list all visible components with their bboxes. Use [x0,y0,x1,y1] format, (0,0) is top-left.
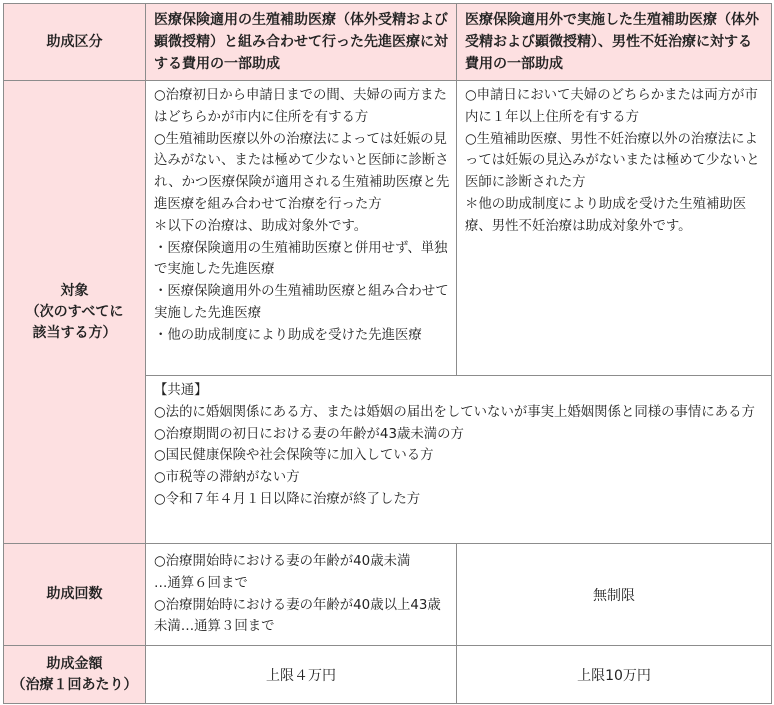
eligibility-label [4,81,146,544]
common-item: ○市税等の滞納がない方 [154,470,300,486]
eligibility-label-line: （次のすべてに [25,303,124,320]
category-header: 助成区分 [4,4,146,81]
eligibility-label-line: 対象 [60,282,89,299]
amount-col1: 上限４万円 [146,646,457,704]
col2-header: 医療保険適用外で実施した生殖補助医療（体外受精および顕微授精）、男性不妊治療に対する費用の一部助成 [457,4,772,81]
eligibility-col1-item: ・医療保険適用外の生殖補助医療と組み合わせて実施した先進医療 [154,284,449,321]
common-item: ○法的に婚姻関係にある方、または婚姻の届出をしていないが事実上婚姻関係と同様の事情にある方 [154,404,755,420]
eligibility-col2-item: ○生殖補助医療、男性不妊治療以外の治療法によっては妊娠の見込みがないまたは極めて少ないと医師に診断された方 [465,131,760,191]
amount-label-line: 助成金額 [46,655,103,672]
common-item: ○国民健康保険や社会保険等に加入している方 [154,448,434,464]
eligibility-label-line: 該当する方） [32,324,117,341]
eligibility-col1-item: ○生殖補助医療以外の治療法によっては妊娠の見込みがない、または極めて少ないと医師に診断され、かつ医療保険が適用される生殖補助医療と先進医療を組み合わせて治療を行った方 [154,131,450,212]
count-row [4,544,772,646]
eligibility-col1 [146,81,457,376]
amount-label-line: （治療１回あたり） [11,676,138,693]
col1-header: 医療保険適用の生殖補助医療（体外受精および顕微授精）と組み合わせて行った先進医療に対する費用の一部助成 [146,4,457,81]
amount-col2: 上限10万円 [457,646,772,704]
eligibility-row [4,81,772,376]
header-row [4,4,772,81]
count-col1-item: ○治療開始時における妻の年齢が40歳以上43歳未満…通算３回まで [154,597,441,635]
common-conditions [146,376,772,544]
eligibility-col1-item: ＊以下の治療は、助成対象外です。 [154,218,368,234]
amount-row [4,646,772,704]
common-item: ○令和７年４月１日以降に治療が終了した方 [154,491,421,507]
eligibility-col1-item: ・他の助成制度により助成を受けた先進医療 [154,327,422,343]
eligibility-col1-item: ・医療保険適用の生殖補助医療と併用せず、単独で実施した先進医療 [154,240,448,278]
count-col1-item: …通算６回まで [154,575,248,591]
count-col1-item: ○治療開始時における妻の年齢が40歳未満 [154,553,411,569]
eligibility-col1-item: ○治療初日から申請日までの間、夫婦の両方またはどちらかが市内に住所を有する方 [154,88,447,125]
eligibility-col2-item: ＊他の助成制度により助成を受けた生殖補助医療、男性不妊治療は助成対象外です。 [465,196,747,234]
eligibility-col2-item: ○申請日において夫婦のどちらかまたは両方が市内に１年以上住所を有する方 [465,88,758,125]
count-col2: 無制限 [457,544,772,646]
common-item: 【共通】 [154,383,208,398]
amount-label [4,646,146,704]
subsidy-table [3,3,772,704]
count-col1 [146,544,457,646]
count-label: 助成回数 [4,544,146,646]
eligibility-col2 [457,81,772,376]
common-item: ○治療期間の初日における妻の年齢が43歳未満の方 [154,426,464,442]
